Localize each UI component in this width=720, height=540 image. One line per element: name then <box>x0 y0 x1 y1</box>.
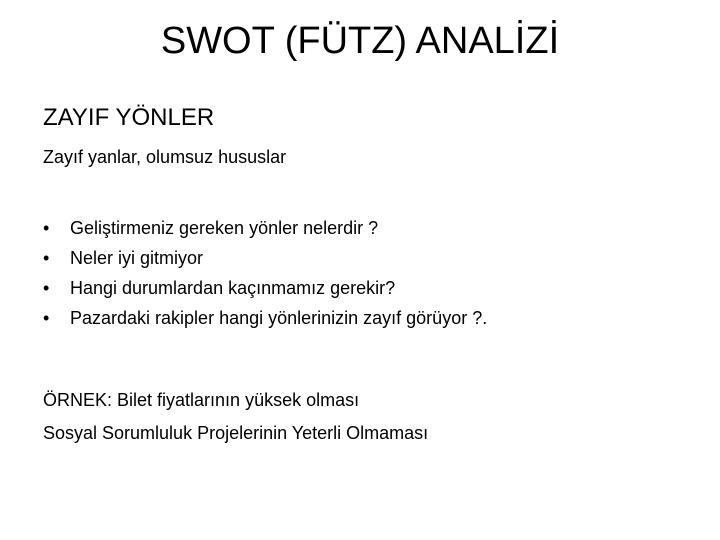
slide-title: SWOT (FÜTZ) ANALİZİ <box>160 20 560 62</box>
bullet-item <box>43 213 487 243</box>
bullet-item <box>43 273 487 303</box>
bullet-icon: • <box>43 218 50 238</box>
bullet-text: Pazardaki rakipler hangi yönlerinizin zayıf görüyor ?. <box>70 308 488 328</box>
bullet-list <box>43 213 487 333</box>
bullet-item <box>43 243 487 273</box>
bullet-icon: • <box>43 248 50 268</box>
section-heading: ZAYIF YÖNLER <box>43 104 215 131</box>
example-block <box>43 384 428 450</box>
bullet-item <box>43 303 487 333</box>
bullet-text: Hangi durumlardan kaçınmamız gerekir? <box>70 278 396 298</box>
bullet-icon: • <box>43 308 50 328</box>
section-subheading: Zayıf yanlar, olumsuz hususlar <box>43 147 287 167</box>
example-line: ÖRNEK: Bilet fiyatlarının yüksek olması <box>43 390 360 410</box>
bullet-icon: • <box>43 278 50 298</box>
bullet-text: Geliştirmeniz gereken yönler nelerdir ? <box>70 218 379 238</box>
example-line: Sosyal Sorumluluk Projelerinin Yeterli Olmaması <box>43 423 429 443</box>
bullet-text: Neler iyi gitmiyor <box>70 248 204 268</box>
